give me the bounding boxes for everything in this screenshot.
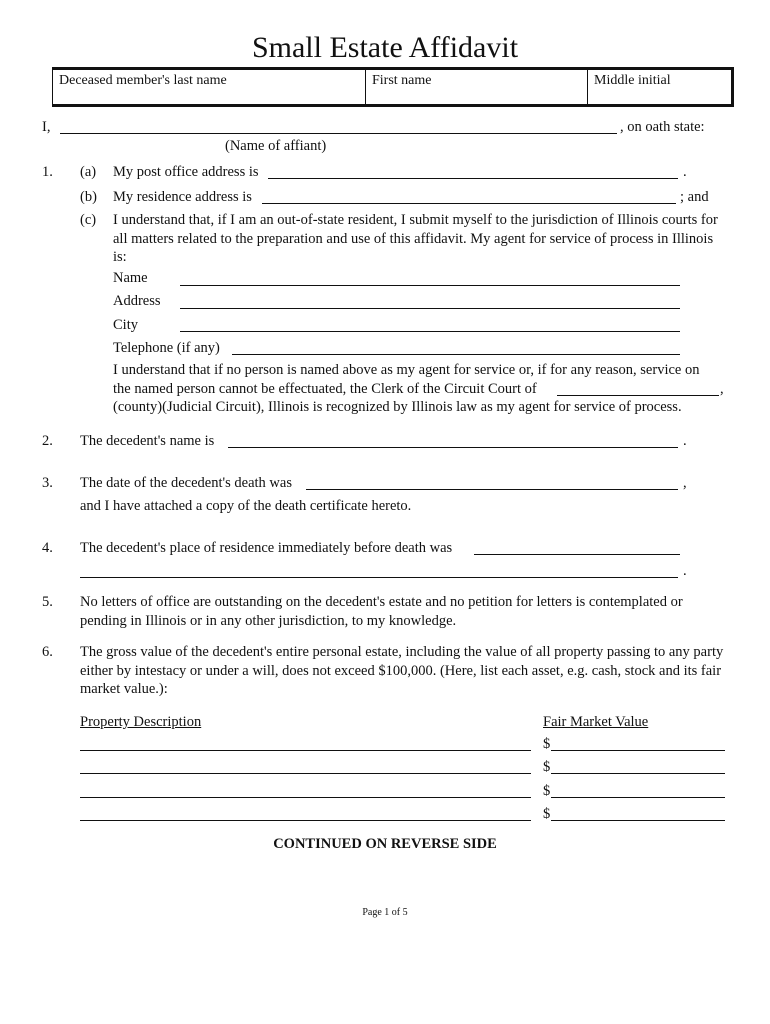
- gross-value-paragraph: The gross value of the decedent's entire personal estate, including the value of all property passing to any party either by intestacy or under a will, does not exceed $100,000. (Here, list each asset, e.g. cash, stock and its fair market value.):: [80, 644, 724, 697]
- agent-name-line[interactable]: [180, 285, 680, 286]
- last-name-field[interactable]: [53, 70, 366, 104]
- currency-symbol: $: [543, 736, 551, 752]
- deceased-name-table: [52, 67, 734, 107]
- residence-before-death-line-2[interactable]: [80, 577, 678, 578]
- item-5-number: 5.: [42, 594, 53, 610]
- item-1b-label: (b): [80, 189, 97, 205]
- agent-telephone-line[interactable]: [232, 354, 680, 355]
- clerk-line-2-end: ,: [720, 381, 724, 397]
- fair-market-value-line[interactable]: [551, 750, 725, 751]
- affiant-name-line[interactable]: [60, 133, 617, 134]
- item-1a-label: (a): [80, 164, 97, 180]
- letters-of-office-paragraph: No letters of office are outstanding on the decedent's estate and no petition for letters is contemplated or pending in Illinois or in any other jurisdiction, to my knowledge.: [80, 594, 683, 629]
- residence-before-death-end: .: [683, 563, 687, 579]
- residence-before-death-label: The decedent's place of residence immediately before death was: [80, 540, 453, 556]
- affiant-caption: (Name of affiant): [225, 138, 327, 154]
- item-3-number: 3.: [42, 475, 53, 491]
- last-name-label: Deceased member's last name: [59, 73, 227, 88]
- death-date-line[interactable]: [306, 489, 678, 490]
- affiant-suffix: , on oath state:: [620, 119, 705, 135]
- middle-initial-field[interactable]: [588, 70, 731, 104]
- agent-address-label: Address: [113, 293, 161, 309]
- item-1c-label: (c): [80, 212, 97, 228]
- currency-symbol: $: [543, 759, 551, 775]
- item-4-number: 4.: [42, 540, 53, 556]
- property-description-header: Property Description: [80, 714, 202, 730]
- death-date-label: The date of the decedent's death was: [80, 475, 292, 491]
- post-office-label: My post office address is: [113, 164, 259, 180]
- page-title: Small Estate Affidavit: [251, 31, 519, 64]
- agent-address-line[interactable]: [180, 308, 680, 309]
- agent-city-label: City: [113, 317, 138, 333]
- agent-city-line[interactable]: [180, 331, 680, 332]
- decedent-name-end: .: [683, 433, 687, 449]
- decedent-name-label: The decedent's name is: [80, 433, 215, 449]
- currency-symbol: $: [543, 806, 551, 822]
- residence-line[interactable]: [262, 203, 676, 204]
- property-description-line[interactable]: [80, 750, 531, 751]
- item-2-number: 2.: [42, 433, 53, 449]
- residence-end: ; and: [680, 189, 709, 205]
- currency-symbol: $: [543, 783, 551, 799]
- death-date-end: ,: [683, 475, 687, 491]
- property-description-line[interactable]: [80, 797, 531, 798]
- fair-market-value-line[interactable]: [551, 797, 725, 798]
- clerk-line-1: I understand that if no person is named above as my agent for service or, if for any reason, service on: [113, 362, 700, 378]
- fair-market-value-line[interactable]: [551, 820, 725, 821]
- property-description-line[interactable]: [80, 773, 531, 774]
- continued-notice: CONTINUED ON REVERSE SIDE: [273, 836, 497, 852]
- decedent-name-line[interactable]: [228, 447, 678, 448]
- fair-market-value-line[interactable]: [551, 773, 725, 774]
- clerk-county-line[interactable]: [557, 395, 719, 396]
- middle-initial-label: Middle initial: [594, 73, 671, 88]
- jurisdiction-paragraph: I understand that, if I am an out-of-state resident, I submit myself to the jurisdiction of Illinois courts for all matters related to the preparation and use of this affidavit. My agent for service of process in Illinois is:: [113, 212, 718, 265]
- residence-label: My residence address is: [113, 189, 252, 205]
- fair-market-value-header: Fair Market Value: [543, 714, 649, 730]
- clerk-line-2: the named person cannot be effectuated, the Clerk of the Circuit Court of: [113, 381, 537, 397]
- clerk-line-3: (county)(Judicial Circuit), Illinois is recognized by Illinois law as my agent for service of process.: [113, 399, 682, 415]
- death-certificate-text: and I have attached a copy of the death certificate hereto.: [80, 498, 412, 514]
- affiant-prefix: I,: [42, 119, 51, 135]
- item-6-number: 6.: [42, 644, 53, 660]
- first-name-field[interactable]: [366, 70, 588, 104]
- agent-telephone-label: Telephone (if any): [113, 340, 220, 356]
- post-office-line[interactable]: [268, 178, 678, 179]
- agent-name-label: Name: [113, 270, 148, 286]
- first-name-label: First name: [372, 73, 432, 88]
- residence-before-death-line-1[interactable]: [474, 554, 680, 555]
- page-number: Page 1 of 5: [362, 907, 408, 918]
- post-office-end: .: [683, 164, 687, 180]
- item-1-number: 1.: [42, 164, 53, 180]
- property-description-line[interactable]: [80, 820, 531, 821]
